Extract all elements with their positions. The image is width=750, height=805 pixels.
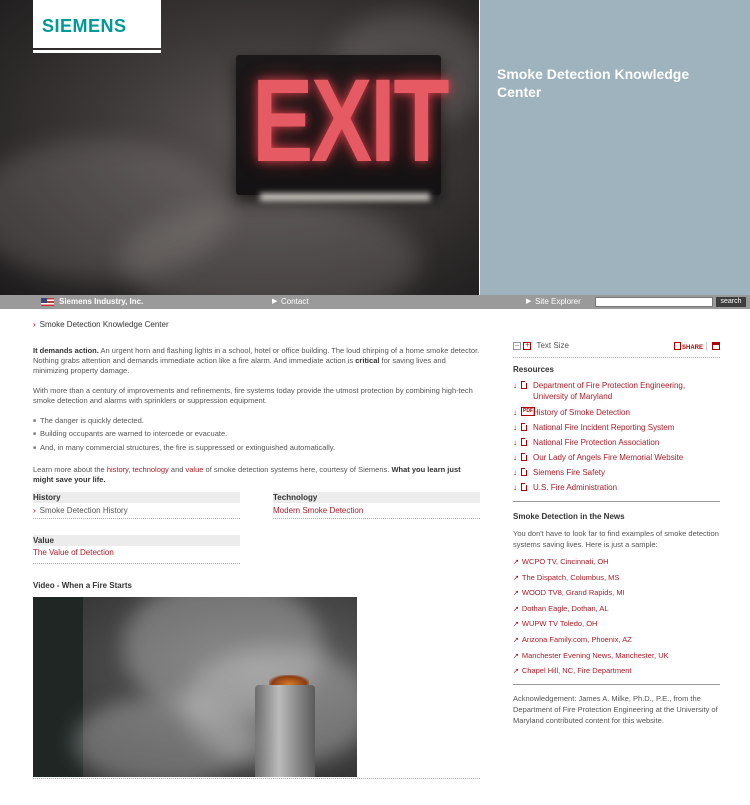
intro-paragraph [33, 346, 480, 376]
news-label: WUPW TV Toledo, OH [521, 619, 598, 629]
document-download-icon: ↓ [513, 482, 533, 493]
breadcrumb[interactable] [33, 320, 169, 329]
external-link-icon: ↗ [513, 621, 519, 629]
intro-lead-bold: It demands action. [33, 346, 99, 355]
breadcrumb-label: Smoke Detection Knowledge Center [39, 320, 169, 329]
news-label: WOOD TV8, Grand Rapids, MI [521, 588, 625, 598]
document-download-icon: ↓ [513, 467, 533, 478]
external-link-icon: ↗ [513, 559, 519, 566]
hero-title-panel [480, 0, 750, 295]
video-heading: Video - When a Fire Starts [33, 581, 132, 590]
resource-label: U.S. Fire Administration [533, 483, 618, 492]
resource-label: Department of Fire Protection Engineering, University of Maryland [533, 381, 686, 401]
logo-text: SIEMENS [42, 16, 127, 36]
value-link[interactable]: value [185, 465, 204, 474]
news-label: WCPO TV, Cincinnati, OH [521, 557, 609, 566]
resource-label: Our Lady of Angels Fire Memorial Website [533, 453, 684, 462]
resource-label: National Fire Incident Reporting System [533, 423, 675, 432]
news-link[interactable] [513, 588, 625, 597]
news-label: Arizona Family.com, Phoenix, AZ [521, 635, 632, 644]
news-label: Chapel Hill, NC, Fire Department [521, 666, 632, 676]
search-button[interactable]: search [716, 297, 746, 307]
news-label: The Dispatch, Columbus, MS [521, 572, 620, 582]
news-link[interactable] [513, 651, 669, 660]
us-flag-icon [41, 298, 54, 306]
external-link-icon: ↗ [513, 605, 519, 613]
bullet-item: ■ The danger is quickly detected. [33, 416, 144, 425]
news-link[interactable] [513, 635, 632, 644]
resource-label: National Fire Protection Association [533, 438, 660, 447]
video-player[interactable] [33, 597, 357, 777]
news-intro: You don't have to look far to find examples of smoke detection systems saving lives. Here is just a sample: [513, 529, 719, 549]
acknowledgement: Acknowledgement: James A. Milke, Ph.D., P.E., from the Department of Fire Protection Engineering at the University of Maryland contributed content for this website. [513, 694, 718, 725]
technology-section-link[interactable]: Modern Smoke Detection [273, 506, 364, 515]
value-heading: Value [33, 535, 240, 546]
arrow-right-icon: ▶ [526, 298, 532, 305]
trash-can-image [255, 685, 315, 777]
learn-more-bold: What you learn just might save your life. [33, 465, 461, 484]
history-section-link[interactable]: › Smoke Detection History [33, 506, 128, 515]
arrow-right-icon: ▶ [272, 298, 278, 305]
external-link-icon: ↗ [513, 668, 519, 676]
resource-label: History of Smoke Detection [533, 408, 630, 417]
value-section-link[interactable]: The Value of Detection [33, 548, 114, 557]
bullet-item: ■ And, in many commercial structures, the fire is suppressed or extinguished automatically. [33, 443, 335, 452]
nav-site-explorer-link[interactable]: Site Explorer [535, 297, 581, 306]
document-download-icon: ↓ [513, 380, 533, 391]
technology-link[interactable]: technology [132, 465, 169, 474]
text-size-decrease-icon[interactable]: – [513, 342, 521, 350]
external-link-icon: ↗ [513, 652, 519, 660]
text-size-increase-icon[interactable]: + [525, 341, 530, 349]
news-link[interactable] [513, 573, 619, 582]
news-link[interactable] [513, 619, 597, 628]
bullet-item: ■ Building occupants are warned to intercede or evacuate. [33, 429, 227, 438]
arrow-icon: › [33, 506, 36, 515]
print-icon[interactable] [712, 342, 720, 350]
page-tools [513, 341, 720, 353]
history-link[interactable]: history [106, 465, 129, 474]
resource-label: Siemens Fire Safety [533, 468, 606, 477]
breadcrumb-arrow-icon: › [33, 320, 36, 329]
news-label: Dothan Eagle, Dothan, AL [521, 603, 609, 613]
document-download-icon: ↓ [513, 422, 533, 433]
document-download-icon: ↓ [513, 437, 533, 448]
news-label: Manchester Evening News, Manchester, UK [521, 650, 669, 660]
news-link[interactable] [513, 666, 632, 675]
intro-lead-end: for saving lives and minimizing property damage. [33, 356, 446, 375]
learn-more-paragraph: Learn more about the history, technology and value of smoke detection systems here, courtesy of Siemens. What you learn just might save your life. [33, 465, 461, 484]
technology-heading: Technology [273, 492, 480, 503]
nav-contact-link[interactable]: Contact [281, 297, 309, 306]
siemens-logo[interactable] [33, 0, 161, 46]
text-size-label: Text Size [536, 341, 569, 350]
share-button[interactable]: SHARE [674, 342, 703, 351]
intro-critical: critical [355, 356, 380, 365]
external-link-icon: ↗ [513, 637, 519, 644]
history-heading: History [33, 492, 240, 503]
external-link-icon: ↗ [513, 574, 519, 582]
resources-heading: Resources [513, 365, 554, 374]
nav-company-link[interactable]: Siemens Industry, Inc. [59, 297, 144, 306]
external-link-icon: ↗ [513, 590, 519, 598]
document-download-icon: ↓ [513, 452, 533, 463]
intro-paragraph-2: With more than a century of improvements and refinements, fire systems today provide the utmost protection by combining high-tech smoke detection and alarms with sprinklers or suppression equipment. [33, 386, 473, 405]
pdf-download-icon: ↓ PDF [513, 408, 533, 417]
search-input[interactable] [595, 297, 713, 307]
news-link[interactable] [513, 557, 609, 566]
page-title: Smoke Detection Knowledge Center [497, 66, 690, 100]
intro-lead: An urgent horn and flashing lights in a school, hotel or office building. The loud chirping of a home smoke detector. Nothing grabs attention and demands immediate action like a fire alarm. And immediate action is [33, 346, 480, 365]
exit-sign-text: EXIT [252, 55, 448, 187]
news-heading: Smoke Detection in the News [513, 512, 625, 521]
news-link[interactable] [513, 604, 609, 613]
hero-banner [0, 0, 750, 295]
